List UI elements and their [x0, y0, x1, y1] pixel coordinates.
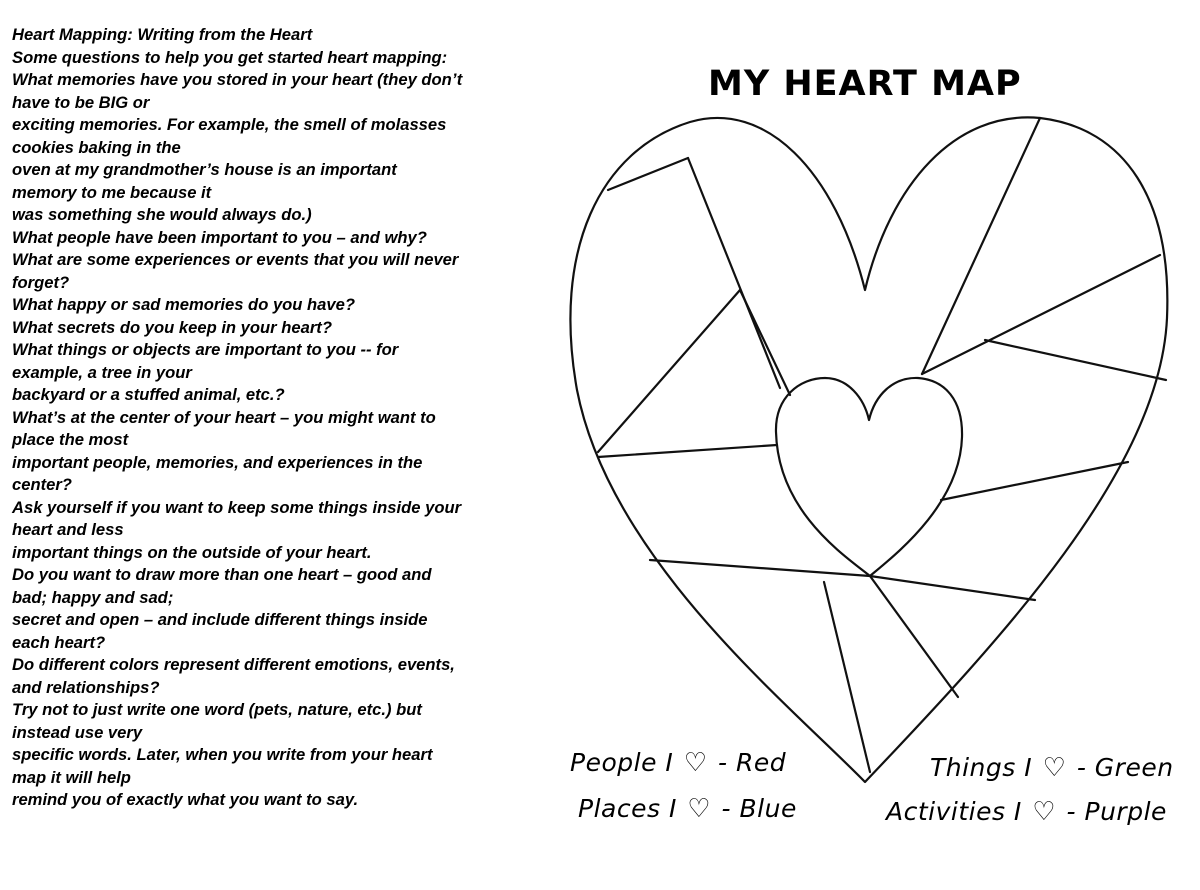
instruction-line: important people, memories, and experiences in the [12, 452, 423, 472]
instruction-line: remind you of exactly what you want to say. [12, 790, 359, 809]
section-line [688, 158, 780, 388]
instruction-line: Do you want to draw more than one heart – good and [12, 565, 432, 584]
outer-heart-outline [570, 117, 1167, 782]
legend-things-label: Things I [930, 753, 1033, 782]
instruction-line: bad; happy and sad; [12, 587, 174, 607]
instruction-line: exciting memories. For example, the smell of molasses [12, 115, 447, 134]
instruction-line: What memories have you stored in your heart (they don’t [12, 70, 463, 89]
instruction-line: was something she would always do.) [12, 205, 312, 224]
instruction-line: and relationships? [12, 677, 160, 697]
instruction-line: center? [12, 475, 72, 494]
legend-places [578, 794, 797, 824]
instruction-line: each heart? [12, 632, 106, 652]
section-line [598, 290, 740, 452]
section-line [870, 576, 1035, 600]
heart-map-drawing [560, 105, 1190, 795]
instruction-line: What things or objects are important to you -- for [12, 340, 399, 359]
instruction-line: example, a tree in your [12, 362, 192, 382]
instruction-line: important things on the outside of your heart. [12, 542, 372, 562]
legend-people [570, 748, 786, 778]
heart-icon: ♡ [1032, 797, 1057, 827]
instruction-line: What secrets do you keep in your heart? [12, 317, 332, 337]
instruction-line: memory to me because it [12, 182, 212, 202]
instruction-line: What are some experiences or events that you will never [12, 250, 459, 269]
section-line [608, 158, 688, 190]
instruction-line: Ask yourself if you want to keep some things inside your [12, 497, 462, 517]
heart-mapping-instructions [12, 24, 552, 812]
legend-people-label: People I [570, 748, 674, 777]
instruction-line: have to be BIG or [12, 92, 150, 112]
legend-places-color: - Blue [721, 794, 797, 823]
section-line [870, 576, 958, 697]
legend-activities-label: Activities I [886, 797, 1022, 826]
instruction-line: heart and less [12, 520, 124, 539]
instruction-line: What people have been important to you – and why? [12, 227, 427, 247]
section-line [650, 560, 870, 576]
instruction-line: specific words. Later, when you write from your heart [12, 745, 433, 764]
legend-things-color: - Green [1076, 753, 1174, 782]
legend-people-color: - Red [718, 748, 787, 777]
instruction-line: Some questions to help you get started heart mapping: [12, 47, 448, 67]
legend-things [930, 753, 1174, 783]
section-line [824, 582, 870, 772]
legend-activities [886, 797, 1167, 827]
heart-icon: ♡ [1042, 753, 1067, 783]
instruction-line: place the most [12, 430, 129, 449]
section-line [922, 255, 1160, 374]
center-heart-outline [776, 378, 962, 576]
legend-places-label: Places I [578, 794, 677, 823]
section-line [740, 290, 790, 395]
instruction-line: Do different colors represent different emotions, events, [12, 655, 455, 674]
instruction-line: backyard or a stuffed animal, etc.? [12, 385, 285, 404]
instruction-line: What’s at the center of your heart – you might want to [12, 407, 436, 427]
heart-icon: ♡ [683, 748, 708, 778]
instruction-line: What happy or sad memories do you have? [12, 295, 356, 314]
heart-icon: ♡ [687, 794, 712, 824]
instruction-line: instead use very [12, 722, 143, 742]
worksheet-heading: Heart Mapping: Writing from the Heart [12, 25, 313, 44]
section-line [941, 462, 1128, 500]
section-line [922, 118, 1040, 374]
instruction-line: secret and open – and include different things inside [12, 610, 428, 629]
instruction-line: forget? [12, 272, 70, 292]
instruction-line: map it will help [12, 767, 131, 787]
instruction-line: cookies baking in the [12, 137, 181, 157]
instruction-line: oven at my grandmother’s house is an important [12, 160, 397, 179]
instruction-line: Try not to just write one word (pets, nature, etc.) but [12, 700, 422, 719]
page-title: MY HEART MAP [708, 64, 1022, 104]
section-line [985, 340, 1166, 380]
section-line [598, 445, 777, 457]
legend-activities-color: - Purple [1066, 797, 1167, 826]
